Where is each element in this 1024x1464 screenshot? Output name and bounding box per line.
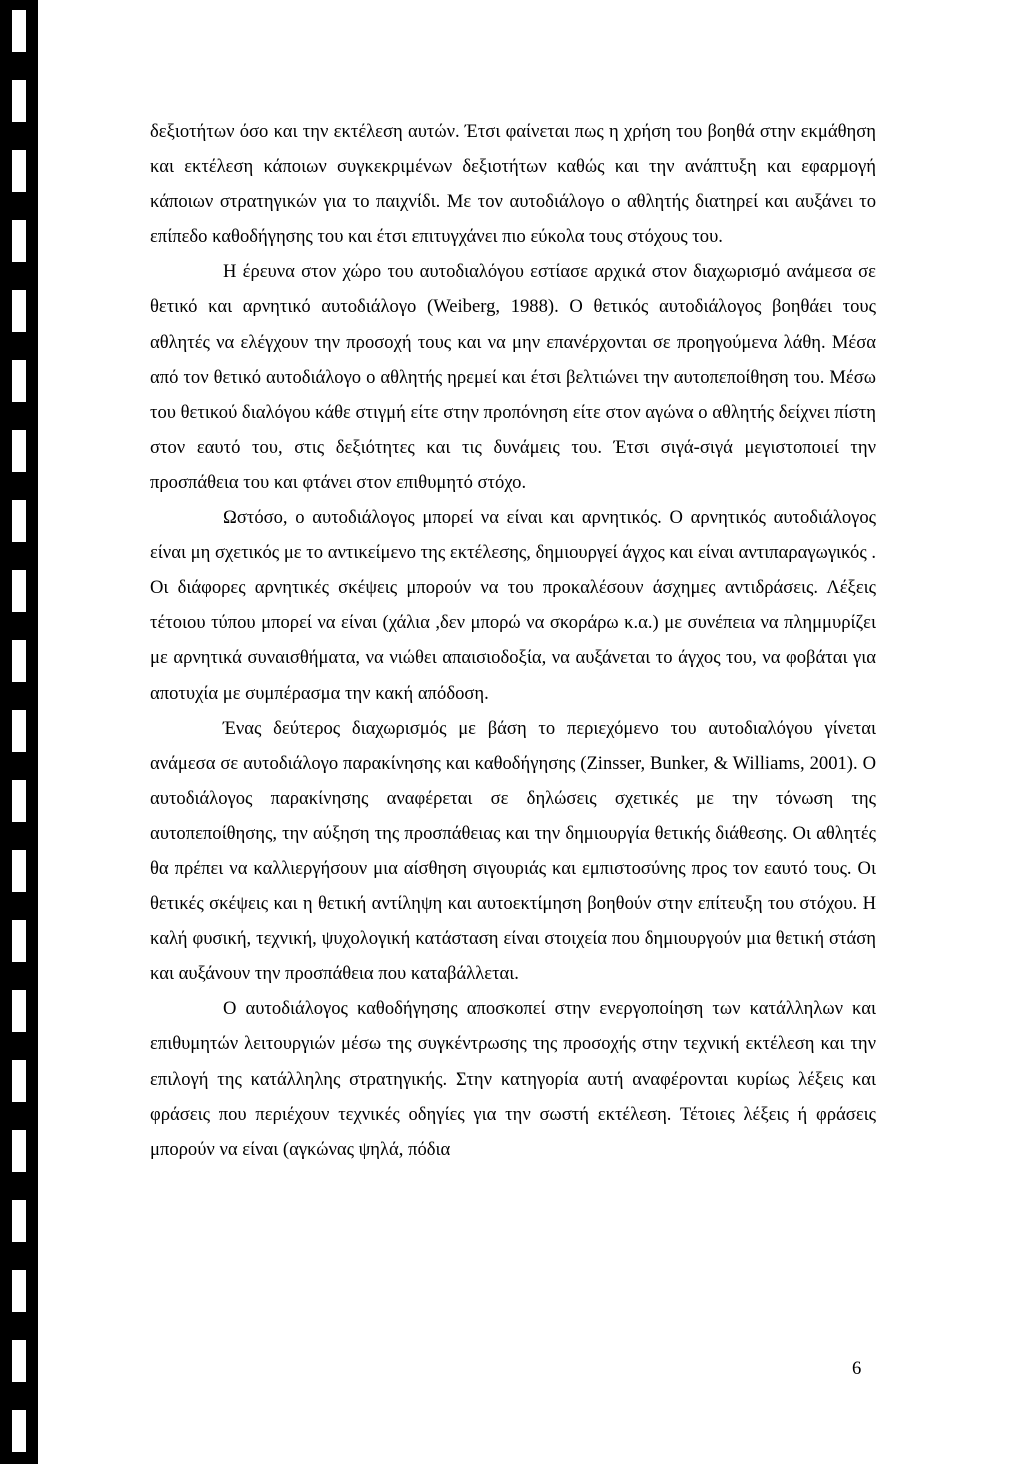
binding-hole <box>12 920 26 962</box>
binding-hole <box>12 640 26 682</box>
binding-hole <box>12 1130 26 1172</box>
binding-hole <box>12 150 26 192</box>
paragraph-research-positive-negative: Η έρευνα στον χώρο του αυτοδιαλόγου εστίασε αρχικά στον διαχωρισμό ανάμεσα σε θετικό και αρνητικό αυτοδιάλογο (Weiberg, 1988). Ο θετικός αυτοδιάλογος βοηθάει τους αθλητές να ελέγχουν την προσοχή τους και να μην επανέρχονται σε προηγούμενα λάθη. Μέσα από τον θετικό αυτοδιάλογο ο αθλητής ηρεμεί και έτσι βελτιώνει την αυτοπεποίθηση του. Μέσω του θετικού διαλόγου κάθε στιγμή είτε στην προπόνηση είτε στον αγώνα ο αθλητής δείχνει πίστη στον εαυτό του, στις δεξιότητες και τις δυνάμεις του. Έτσι σιγά-σιγά μεγιστοποιεί την προσπάθεια του και φτάνει στον επιθυμητό στόχο. <box>150 261 876 493</box>
binding-hole <box>12 500 26 542</box>
binding-hole <box>12 990 26 1032</box>
paragraph-continued: δεξιοτήτων όσο και την εκτέλεση αυτών. Έτσι φαίνεται πως η χρήση του βοηθά στην εκμάθηση και εκτέλεση κάποιων συγκεκριμένων δεξιοτήτων καθώς και την ανάπτυξη και εφαρμογή κάποιων στρατηγικών για το παιχνίδι. Με τον αυτοδιάλογο ο αθλητής διατηρεί και αυξάνει το επίπεδο καθοδήγησης του και έτσι επιτυγχάνει πιο εύκολα τους στόχους του. <box>150 121 876 248</box>
binding-hole <box>12 570 26 612</box>
page-number: 6 <box>852 1358 862 1379</box>
paragraph-negative-self-talk: Ωστόσο, ο αυτοδιάλογος μπορεί να είναι και αρνητικός. Ο αρνητικός αυτοδιάλογος είναι μη σχετικός με το αντικείμενο της εκτέλεσης, δημιουργεί άγχος και είναι αντιπαραγωγικός . Οι διάφορες αρνητικές σκέψεις μπορούν να του προκαλέσουν άσχημες αντιδράσεις. Λέξεις τέτοιου τύπου μπορεί να είναι (χάλια ,δεν μπορώ να σκοράρω κ.α.) με συνέπεια να πλημμυρίζει με αρνητικά συναισθήματα, να νιώθει απαισιοδοξία, να αυξάνεται το άγχος του, να φοβάται για αποτυχία με συμπέρασμα την κακή απόδοση. <box>150 507 876 704</box>
paragraph-instructional-self-talk: Ο αυτοδιάλογος καθοδήγησης αποσκοπεί στην ενεργοποίηση των κατάλληλων και επιθυμητών λειτουργιών μέσω της συγκέντρωσης της προσοχής στην τεχνική εκτέλεση και την επιλογή της κατάλληλης στρατηγικής. Στην κατηγορία αυτή αναφέρονται κυρίως λέξεις και φράσεις που περιέχουν τεχνικές οδηγίες για την σωστή εκτέλεση. Τέτοιες λέξεις ή φράσεις μπορούν να είναι (αγκώνας ψηλά, πόδια <box>150 998 876 1160</box>
binding-hole <box>12 220 26 262</box>
paragraph-motivational-self-talk: Ένας δεύτερος διαχωρισμός με βάση το περιεχόμενο του αυτοδιαλόγου γίνεται ανάμεσα σε αυτοδιάλογο παρακίνησης και καθοδήγησης (Zinsser, Bunker, & Williams, 2001). Ο αυτοδιάλογος παρακίνησης αναφέρεται σε δηλώσεις σχετικές με την τόνωση της αυτοπεποίθησης, την αύξηση της προσπάθειας και την δημιουργία θετικής διάθεσης. Οι αθλητές θα πρέπει να καλλιεργήσουν μια αίσθηση σιγουριάς και εμπιστοσύνης προς τον εαυτό τους. Οι θετικές σκέψεις και η θετική αντίληψη και αυτοεκτίμηση βοηθούν στην επίτευξη του στόχου. Η καλή φυσική, τεχνική, ψυχολογική κατάσταση είναι στοιχεία που δημιουργούν μια θετική στάση και αυξάνουν την προσπάθεια που καταβάλλεται. <box>150 717 876 985</box>
binding-hole <box>12 360 26 402</box>
binding-hole <box>12 1270 26 1312</box>
binding-hole <box>12 1410 26 1452</box>
page-body <box>150 114 876 1167</box>
binding-hole <box>12 10 26 52</box>
binding-hole <box>12 430 26 472</box>
binding-hole <box>12 850 26 892</box>
binding-hole <box>12 80 26 122</box>
binding-hole <box>12 1340 26 1382</box>
binding-hole <box>12 780 26 822</box>
scan-binding-edge <box>0 0 38 1464</box>
binding-hole <box>12 1060 26 1102</box>
binding-hole <box>12 290 26 332</box>
binding-hole <box>12 710 26 752</box>
binding-hole <box>12 1200 26 1242</box>
